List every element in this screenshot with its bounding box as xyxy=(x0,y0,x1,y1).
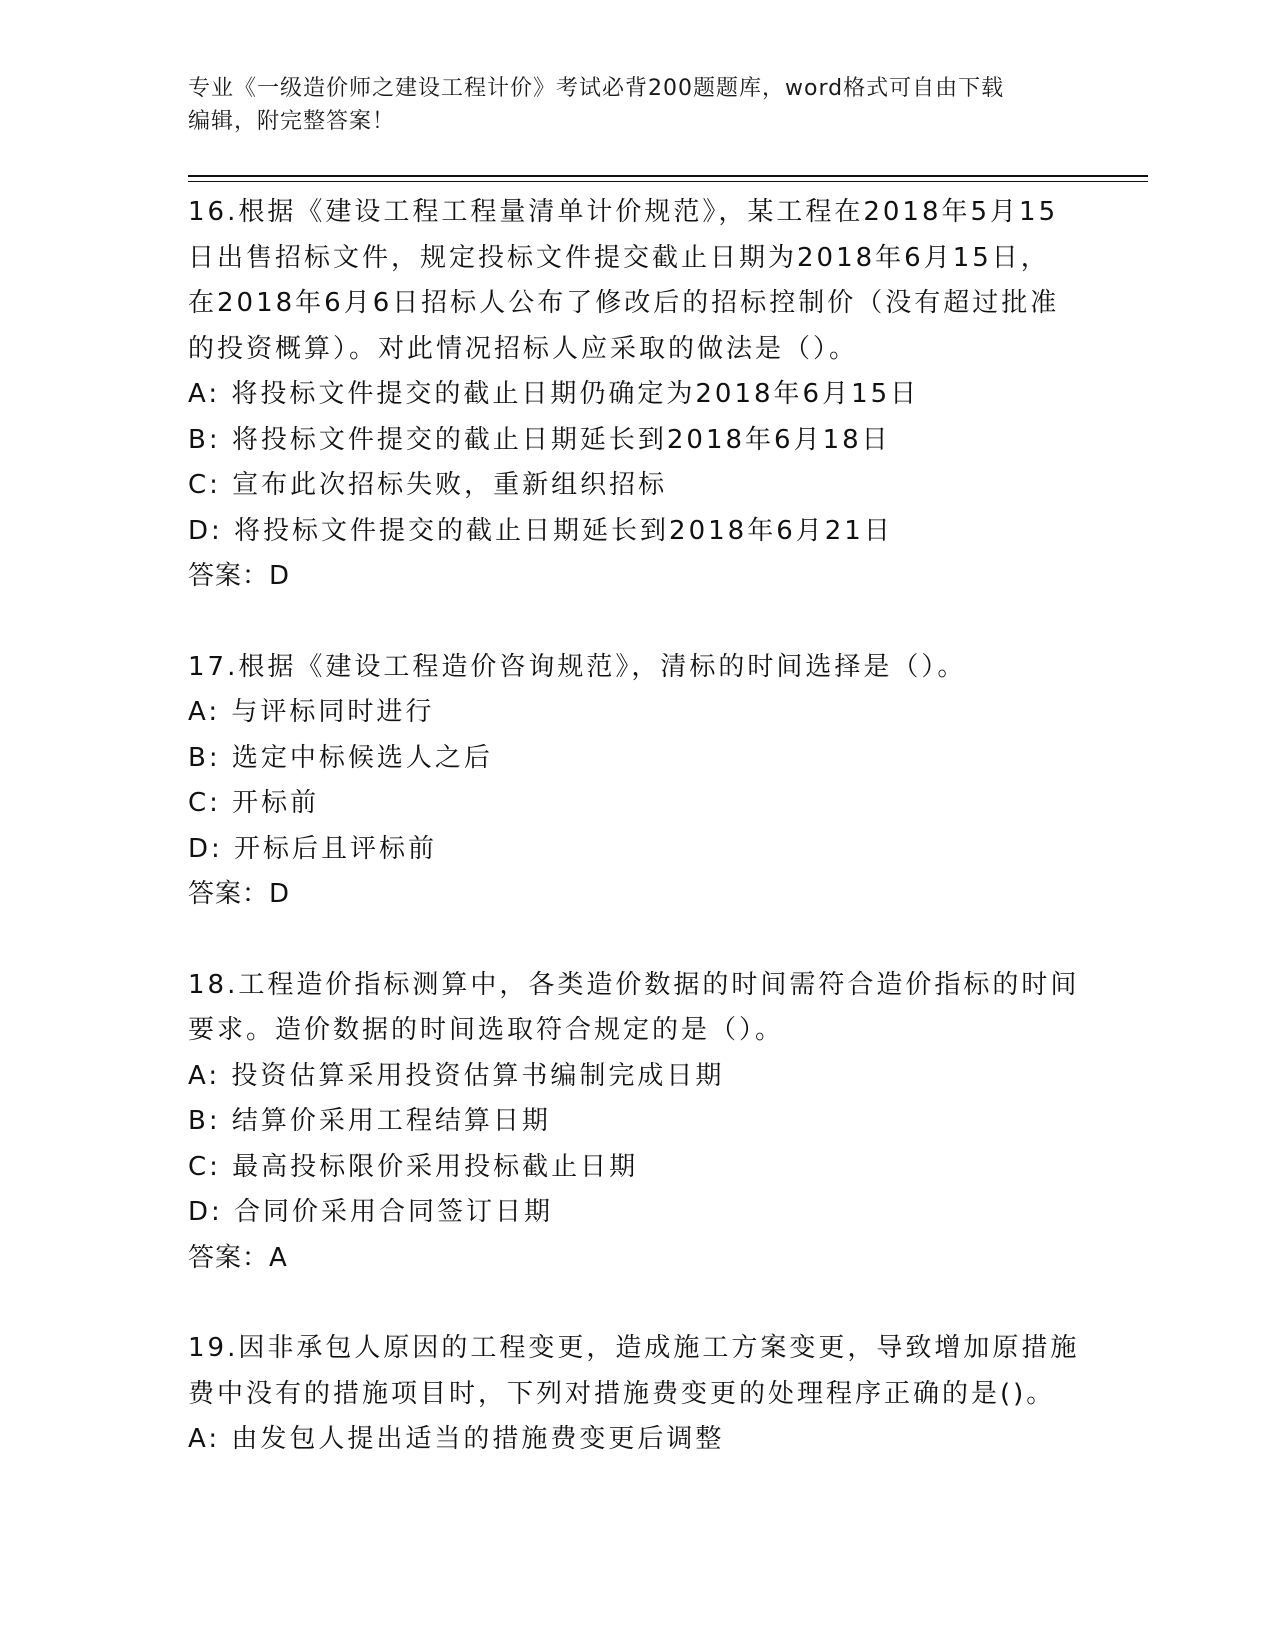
answer: 答案：D xyxy=(188,879,291,909)
question-16 xyxy=(188,190,1088,600)
header-divider-thin xyxy=(188,181,1148,182)
option-b: B: 结算价采用工程结算日期 xyxy=(188,1106,551,1136)
option-c: C: 最高投标限价采用投标截止日期 xyxy=(188,1151,639,1182)
option-a: A: 投资估算采用投资估算书编制完成日期 xyxy=(188,1060,725,1091)
answer: 答案：D xyxy=(188,561,291,591)
option-a: A: 由发包人提出适当的措施费变更后调整 xyxy=(188,1424,725,1454)
question-17 xyxy=(188,645,1088,918)
question-stem: 16.根据《建设工程工程量清单计价规范》，某工程在2018年5月15 日出售招标文件，规定投标文件提交截止日期为2018年6月15日， 在2018年6月6日招标人公布了修改后的招标控制价（没有超过批准 的投资概算）。对此情况招标人应采取的做法是（）。 xyxy=(188,197,1060,364)
question-stem: 17.根据《建设工程造价咨询规范》，清标的时间选择是（）。 xyxy=(188,651,967,682)
option-d: D: 将投标文件提交的截止日期延长到2018年6月21日 xyxy=(188,515,893,546)
question-19 xyxy=(188,1326,1088,1463)
option-d: D: 开标后且评标前 xyxy=(188,833,438,864)
question-stem: 19.因非承包人原因的工程变更，造成施工方案变更，导致增加原措施 费中没有的措施项目时，下列对措施费变更的处理程序正确的是()。 xyxy=(188,1333,1080,1409)
option-c: C: 开标前 xyxy=(188,788,320,818)
option-c: C: 宣布此次招标失败，重新组织招标 xyxy=(188,470,668,500)
option-d: D: 合同价采用合同签订日期 xyxy=(188,1197,554,1227)
question-stem: 18.工程造价指标测算中，各类造价数据的时间需符合造价指标的时间 要求。造价数据的时间选取符合规定的是（）。 xyxy=(188,969,1080,1045)
question-18 xyxy=(188,963,1088,1282)
answer: 答案：A xyxy=(188,1242,288,1273)
document-header: 专业《一级造价师之建设工程计价》考试必背200题题库，word格式可自由下载 编辑，附完整答案！ xyxy=(188,76,1005,134)
option-a: A: 将投标文件提交的截止日期仍确定为2018年6月15日 xyxy=(188,379,920,409)
question-list xyxy=(188,190,1088,1508)
option-b: B: 选定中标候选人之后 xyxy=(188,742,493,773)
header-divider-thick xyxy=(188,175,1148,177)
option-b: B: 将投标文件提交的截止日期延长到2018年6月18日 xyxy=(188,424,891,455)
option-a: A: 与评标同时进行 xyxy=(188,697,435,727)
